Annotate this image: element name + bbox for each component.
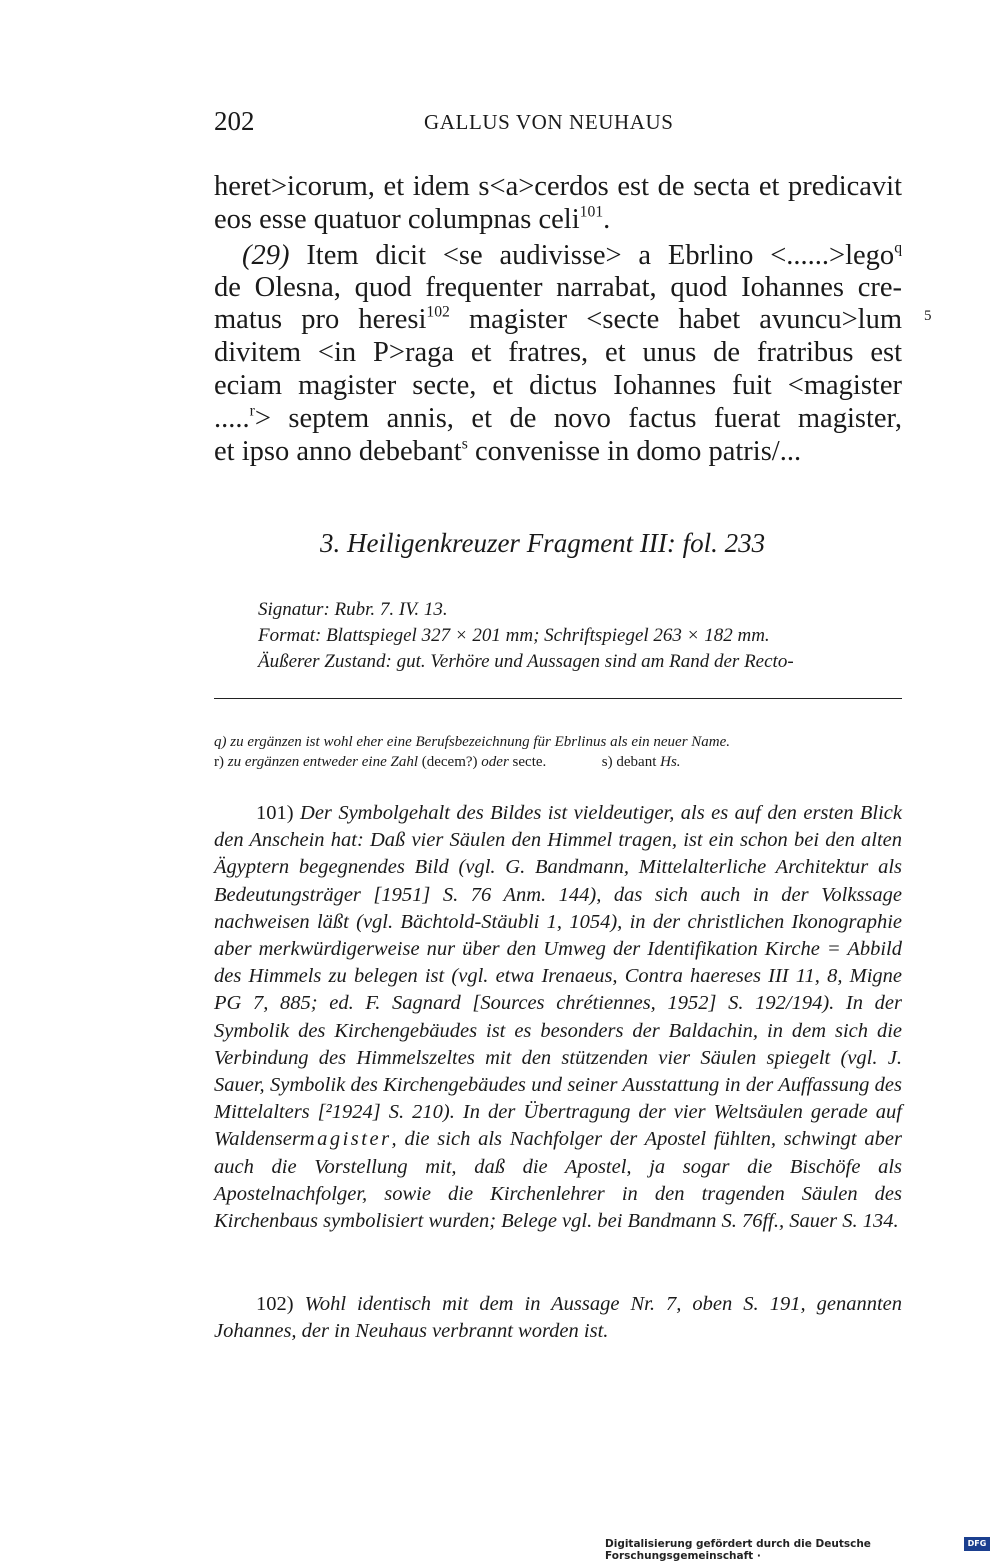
apparatus-ref-r: r bbox=[249, 402, 255, 420]
text-line-6: divitem <in P>raga et fratres, et unus de fratribus est bbox=[214, 337, 902, 368]
page-number: 202 bbox=[214, 106, 255, 136]
line-number: 5 bbox=[924, 308, 932, 324]
apparatus-ref-s: s bbox=[461, 435, 468, 453]
text-line-8: .....$^r$> septem annis, et de novo factus fuerat magister, bbox=[214, 402, 902, 434]
section-heading: 3. Heiligenkreuzer Fragment III: fol. 233 bbox=[320, 528, 766, 558]
apparatus-ref-q: q bbox=[894, 239, 903, 257]
paragraph-number: (29) bbox=[242, 240, 290, 271]
text-line-9: et ipso anno debebant$^s$ convenisse in domo patris/... bbox=[214, 435, 802, 467]
text-line-5: matus pro heresi$^{102}$ magister <secte habet avuncu>lum bbox=[214, 303, 903, 335]
footnote-102: 102) Wohl identisch mit dem in Aussage Nr. 7, oben S. 191, genannten Johannes, der in Neuhaus verbrannt worden ist. bbox=[214, 1293, 903, 1343]
footnote-101: 101) Der Symbolgehalt des Bildes ist vieldeutiger, als es auf den ersten Blick den Anschein hat: Daß vier Säulen den Himmel tragen, ist ein schon bei den alten Ägyptern begegnendes Bild (vgl. G. Bandmann, Mittelalterliche Architektur als Bedeutungsträger [1951] S. 76 Anm. 144), das sich auch in der Volkssage nachweisen läßt (vgl. Bächtold-Stäubli 1, 1054), in der christlichen Ikonographie aber merkwürdigerweise nur über den Umweg der Identifikation Kirche = Abbild des Himmels zu belegen ist (vgl. etwa Irenaeus, Contra haereses III 11, 8, Migne PG 7, 885; ed. F. Sagnard [Sources chrétiennes, 1952] S. 192/194). In der Symbolik des Kirchengebäudes ist es besonders der Baldachin, in dem sich die Verbindung des Himmelszeltes mit den stützenden vier Säulen spiegelt (vgl. J. Sauer, Symbolik des Kirchengebäudes und seiner Ausstattung in der Auffassung des Mittelalters [²1924] S. 210). In der Übertragung der vier Weltsäulen gerade auf Waldensermagister, die sich als Nachfolger der Apostel fühlten, schwingt aber auch die Vorstellung mit, daß die Apostel, ja sogar die Bischöfe als Apostelnachfolger, sowie die Kirchenlehrer in den tragenden Säulen des Kirchenbaus symbolisiert wurden; Belege vgl. bei Bandmann S. 76ff., Sauer S. 134. bbox=[214, 802, 902, 1233]
running-title: GALLUS VON NEUHAUS bbox=[424, 110, 674, 134]
apparatus-note-q: q) zu ergänzen ist wohl eher eine Berufsbezeichnung für Ebrlinus als ein neuer Name. bbox=[214, 734, 731, 750]
footnote-ref-101: 101 bbox=[579, 203, 604, 221]
text-line-1: heret>icorum, et idem s<a>cerdos est de secta et predicavit bbox=[214, 171, 902, 202]
metadata-zustand: Äußerer Zustand: gut. Verhöre und Aussagen sind am Rand der Recto- bbox=[258, 651, 794, 672]
metadata-format: Format: Blattspiegel 327 × 201 mm; Schriftspiegel 263 × 182 mm. bbox=[258, 625, 770, 646]
text-line-4: de Olesna, quod frequenter narrabat, quod Iohannes cre- bbox=[214, 272, 902, 303]
footnote-divider bbox=[214, 698, 902, 699]
footnote-ref-102: 102 bbox=[426, 303, 450, 321]
apparatus-note-r-s: r) zu ergänzen entweder eine Zahl (decem?) oder secte. s) debant Hs. bbox=[214, 754, 681, 770]
text-line-7: eciam magister secte, et dictus Iohannes fuit <magister bbox=[214, 370, 902, 401]
digitization-banner: Digitalisierung gefördert durch die Deutsche Forschungsgemeinschaft · bbox=[605, 1538, 871, 1562]
dfg-logo: DFG bbox=[964, 1537, 990, 1551]
metadata-signatur: Signatur: Rubr. 7. IV. 13. bbox=[258, 599, 448, 620]
text-line-2: eos esse quatuor columpnas celi$^{101}$. bbox=[214, 203, 611, 235]
text-line-3: (29) Item dicit <se audivisse> a Ebrlino <......>lego$^q$ bbox=[242, 239, 903, 271]
